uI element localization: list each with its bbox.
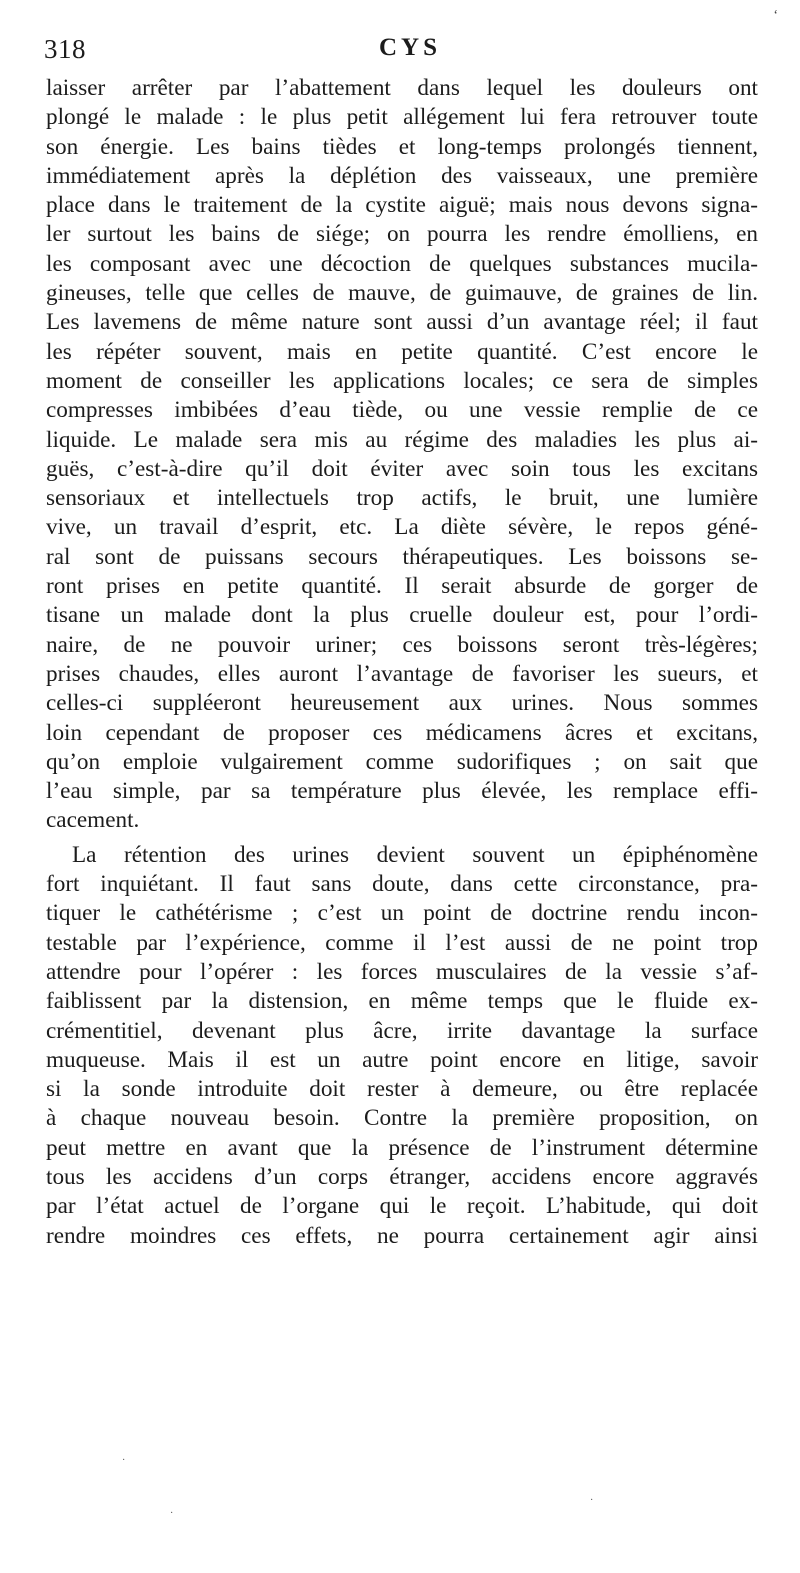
text-line: peut mettre en avant que la présence de l’instrument détermine (46, 1134, 758, 1161)
text-line: Les lavemens de même nature sont aussi d’un avantage réel; il faut (46, 309, 758, 336)
text-line: qu’on emploie vulgairement comme sudorifiques ; on sait que (46, 748, 758, 775)
text-line: plongé le malade : le plus petit allégement lui fera retrouver toute (46, 104, 758, 131)
text-line: compresses imbibées d’eau tiède, ou une vessie remplie de ce (46, 397, 758, 424)
corner-mark: ‘ (773, 8, 778, 23)
page-number: 318 (44, 34, 86, 64)
text-line: à chaque nouveau besoin. Contre la première proposition, on (46, 1105, 758, 1132)
text-line: son énergie. Les bains tièdes et long-temps prolongés tiennent, (46, 133, 758, 160)
text-line: attendre pour l’opérer : les forces musculaires de la vessie s’af- (46, 958, 758, 985)
text-line: vive, un travail d’esprit, etc. La diète sévère, le repos géné- (46, 514, 758, 541)
text-line: celles-ci suppléeront heureusement aux urines. Nous sommes (46, 690, 758, 717)
text-line: naire, de ne pouvoir uriner; ces boissons seront très-légères; (46, 631, 758, 658)
paragraph-2 (46, 841, 758, 1251)
text-line: si la sonde introduite doit rester à demeure, ou être replacée (46, 1076, 758, 1103)
text-line: moment de conseiller les applications locales; ce sera de simples (46, 367, 758, 394)
text-line: faiblissent par la distension, en même temps que le fluide ex- (46, 988, 758, 1015)
paper-speck: · (122, 1455, 126, 1466)
paper-speck: · (170, 1508, 174, 1519)
text-line: La rétention des urines devient souvent un épiphénomène (72, 841, 758, 868)
text-line: par l’état actuel de l’organe qui le reçoit. L’habitude, qui doit (46, 1193, 758, 1220)
text-line: place dans le traitement de la cystite aiguë; mais nous devons signa- (46, 192, 758, 219)
text-line: tiquer le cathétérisme ; c’est un point de doctrine rendu incon- (46, 900, 758, 927)
text-line: cacement. (46, 807, 140, 834)
text-line: ler surtout les bains de siége; on pourra les rendre émolliens, en (46, 221, 758, 248)
text-line: liquide. Le malade sera mis au régime des maladies les plus ai- (46, 426, 758, 453)
page-header (44, 34, 756, 68)
text-line: sensoriaux et intellectuels trop actifs, le bruit, une lumière (46, 485, 758, 512)
text-line: guës, c’est-à-dire qu’il doit éviter avec soin tous les excitans (46, 455, 758, 482)
text-line: fort inquiétant. Il faut sans doute, dans cette circonstance, pra- (46, 871, 758, 898)
text-line: crémentitiel, devenant plus âcre, irrite davantage la surface (46, 1017, 758, 1044)
text-line: immédiatement après la déplétion des vaisseaux, une première (46, 162, 758, 189)
text-line: loin cependant de proposer ces médicamens âcres et excitans, (46, 719, 758, 746)
text-line: prises chaudes, elles auront l’avantage de favoriser les sueurs, et (46, 660, 758, 687)
text-line: les répéter souvent, mais en petite quantité. C’est encore le (46, 338, 758, 365)
text-line: l’eau simple, par sa température plus élevée, les remplace effi- (46, 778, 758, 805)
text-line: gineuses, telle que celles de mauve, de guimauve, de graines de lin. (46, 280, 758, 307)
text-line: laisser arrêter par l’abattement dans lequel les douleurs ont (46, 75, 758, 101)
text-line: tisane un malade dont la plus cruelle douleur est, pour l’ordi- (46, 602, 758, 629)
text-line: rendre moindres ces effets, ne pourra certainement agir ainsi (46, 1222, 758, 1249)
paragraph-1 (46, 74, 758, 836)
text-line: les composant avec une décoction de quelques substances mucila- (46, 250, 758, 277)
text-line: ront prises en petite quantité. Il serait absurde de gorger de (46, 573, 758, 600)
text-line: ral sont de puissans secours thérapeutiques. Les boissons se- (46, 543, 758, 570)
paper-speck: · (590, 1495, 594, 1506)
text-line: muqueuse. Mais il est un autre point encore en litige, savoir (46, 1046, 758, 1073)
running-head: CYS (379, 34, 442, 61)
text-line: tous les accidens d’un corps étranger, accidens encore aggravés (46, 1163, 758, 1190)
body-text (46, 74, 758, 1251)
text-line: testable par l’expérience, comme il l’est aussi de ne point trop (46, 929, 758, 956)
